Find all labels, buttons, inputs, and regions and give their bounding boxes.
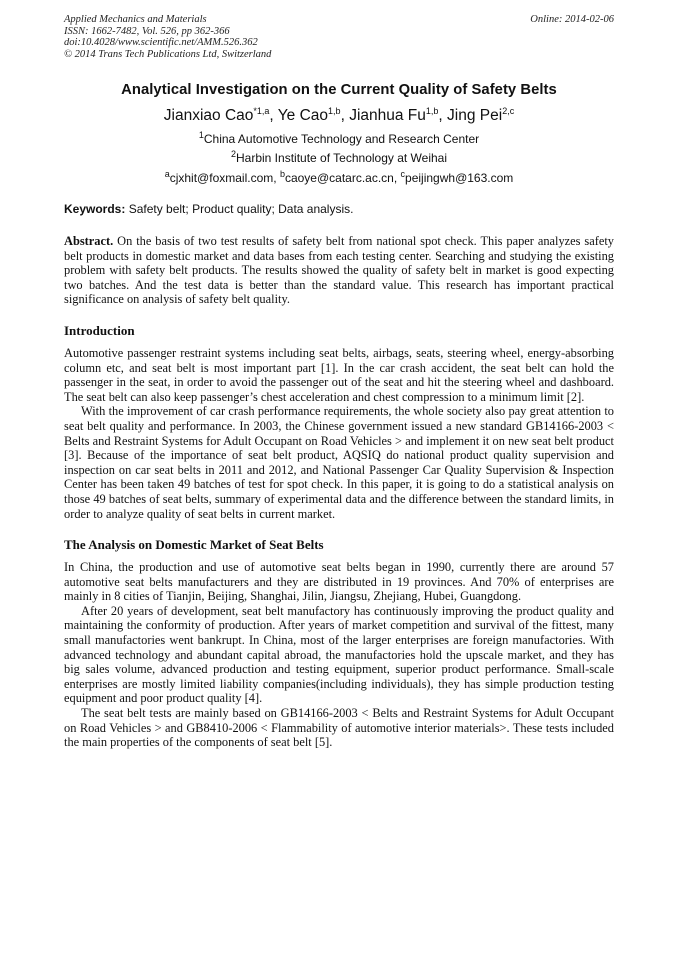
paper-title: Analytical Investigation on the Current Quality of Safety Belts <box>121 82 557 98</box>
author-separator: , <box>269 107 278 124</box>
email-superscript: a <box>164 169 170 179</box>
email-address: caoye@catarc.ac.cn <box>284 171 394 185</box>
author-separator: , <box>438 107 448 124</box>
keywords-label: Keywords: <box>64 202 126 216</box>
affiliation-superscript: 2 <box>230 149 236 159</box>
paragraph: After 20 years of development, seat belt manufactory has continuously improving the product quality and maintaining the conformity of production. After years of market competition and survival of the fittest, many small manufactories went bankrupt. In China, most of the larger enterprises are foreign manufactories. With advanced technology and abundant capital abroad, the manufactories hold the upscale market, and they has big sales volume, advanced production and testing equipment, superior product performance. Small-scale enterprises are mostly limited liability companies(including individuals), they has simple production testing equipment and poor product quality [4]. <box>64 603 614 706</box>
author-list <box>64 107 614 125</box>
section-heading-introduction: Introduction <box>64 322 135 338</box>
keywords <box>64 202 614 216</box>
abstract-label: Abstract. <box>64 234 114 248</box>
online-date: Online: 2014-02-06 <box>530 14 614 25</box>
email-address: peijingwh@163.com <box>405 171 514 185</box>
email-address: cjxhit@foxmail.com <box>169 171 274 185</box>
section-heading-market-analysis: The Analysis on Domestic Market of Seat Belts <box>64 537 324 553</box>
section-market-analysis <box>64 560 614 750</box>
paper-page <box>64 14 614 750</box>
affiliation <box>64 151 614 165</box>
author-superscript: 2,c <box>502 105 515 116</box>
author-name: Jing Pei <box>447 107 503 124</box>
affiliation-superscript: 1 <box>198 130 204 140</box>
abstract-text: On the basis of two test results of safety belt from national spot check. This paper analyzes safety belt products in domestic market and data bases from each testing center. Searching and studying the existing problem with safety belt products. The results showed the quality of safety belt in market is good expecting two batches. And the test data is better than the standard value. This research has important practical significance on analysis of safety belt quality. <box>64 234 614 307</box>
journal-name: Applied Mechanics and Materials <box>64 14 207 25</box>
email-superscript: b <box>279 169 285 179</box>
email-list <box>64 171 614 185</box>
email-superscript: c <box>400 169 406 179</box>
author-name: Ye Cao <box>277 107 329 124</box>
paragraph: Automotive passenger restraint systems including seat belts, airbags, seats, steering wheel, energy-absorbing column etc, and seat belt is most important part [1]. In the car crash accident, the seat belt can hold the passenger in the seat, in order to avoid the passenger out of the seat and hit the steering wheel and dashboard. The seat belt can also keep passenger’s chest acceleration and chest compression to a minimum limit [2]. <box>64 345 614 404</box>
affiliation <box>64 132 614 146</box>
author-name: Jianxiao Cao <box>163 107 254 124</box>
copyright-line: © 2014 Trans Tech Publications Ltd, Switzerland <box>64 48 272 60</box>
author-superscript: 1,b <box>425 105 439 116</box>
paragraph: The seat belt tests are mainly based on GB14166-2003 < Belts and Restraint Systems for Adult Occupant on Road Vehicles > and GB8410-2006 < Flammability of automotive interior materials>. These tests included the main properties of the components of seat belt [5]. <box>64 706 614 750</box>
doi-line: doi:10.4028/www.scientific.net/AMM.526.362 <box>64 37 258 48</box>
author-separator: , <box>340 107 350 124</box>
issn-line: ISSN: 1662-7482, Vol. 526, pp 362-366 <box>64 25 230 37</box>
email-separator: , <box>393 171 401 185</box>
keywords-text: Safety belt; Product quality; Data analysis. <box>125 202 354 216</box>
email-separator: , <box>273 171 280 185</box>
author-superscript: *1,a <box>253 105 270 116</box>
affiliation-text: Harbin Institute of Technology at Weihai <box>236 151 448 165</box>
paragraph: In China, the production and use of automotive seat belts began in 1990, currently there are around 57 automotive seat belts manufacturers and they are distributed in 19 provinces. And 70% of enterprises are mainly in 8 cities of Tianjin, Beijing, Shanghai, Jilin, Jiangsu, Zhejiang, Hubei, Guangdong. <box>64 560 614 604</box>
section-introduction <box>64 346 614 521</box>
author-name: Jianhua Fu <box>349 107 426 124</box>
author-superscript: 1,b <box>328 105 341 116</box>
affiliation-text: China Automotive Technology and Research Center <box>203 132 480 146</box>
paragraph: With the improvement of car crash performance requirements, the whole society also pay great attention to seat belt quality and performance. In 2003, the Chinese government issued a new standard GB14166-2003 < Belts and Restraint Systems for Adult Occupant on Road Vehicles > and implement it on new seat belt product [3]. Because of the importance of seat belt product, AQSIQ do national product quality supervision and inspection on car seat belts in 2011 and 2012, and National Passenger Car Quality Supervision & Inspection Center has been taken 49 batches of test for spot check. In this paper, it is going to do a statistical analysis on those 49 batches of seat belts, summary of experimental data and the difference between the standard limits, in order to analyze quality of seat belts in current market. <box>64 404 614 521</box>
abstract <box>64 234 614 307</box>
journal-header <box>64 14 614 60</box>
